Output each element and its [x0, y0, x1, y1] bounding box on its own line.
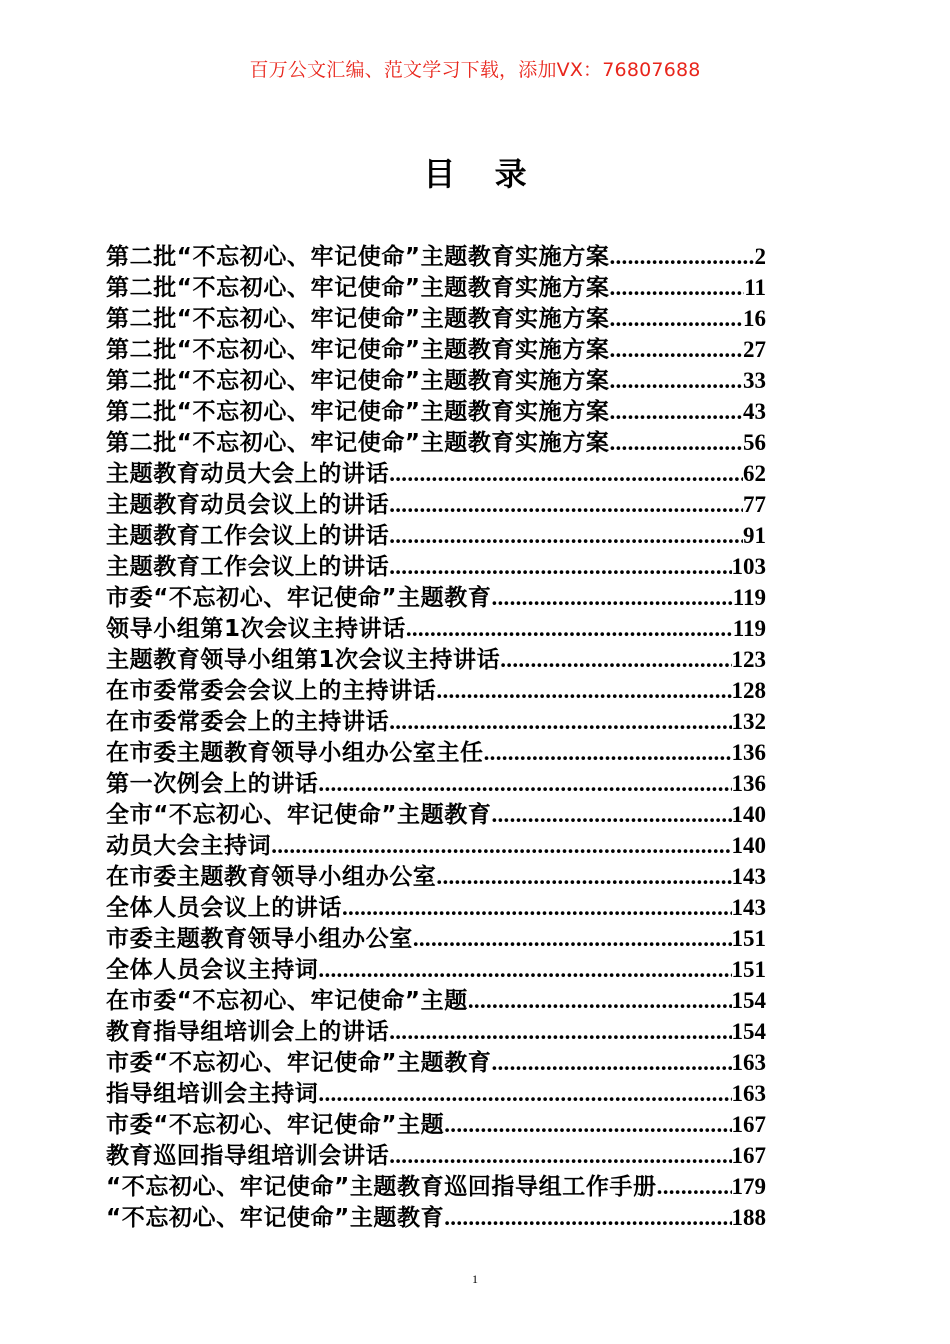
toc-entry-title: 领导小组第1次会议主持讲话 — [106, 616, 406, 642]
toc-dot-leader — [500, 644, 731, 675]
toc-dot-leader — [271, 830, 731, 861]
toc-entry[interactable] — [106, 1109, 766, 1140]
toc-entry[interactable] — [106, 1047, 766, 1078]
toc-entry-page: 43 — [743, 399, 766, 424]
toc-dot-leader — [389, 706, 731, 737]
toc-entry[interactable] — [106, 241, 766, 272]
toc-entry[interactable] — [106, 799, 766, 830]
toc-dot-leader — [491, 582, 732, 613]
toc-entry-title: 全市“不忘初心、牢记使命”主题教育 — [106, 802, 492, 828]
toc-dot-leader — [389, 551, 731, 582]
page-number: 1 — [472, 1272, 478, 1286]
toc-dot-leader — [436, 675, 731, 706]
toc-dot-leader — [436, 861, 731, 892]
toc-dot-leader — [484, 737, 732, 768]
toc-entry[interactable] — [106, 1016, 766, 1047]
toc-dot-leader — [609, 427, 743, 458]
toc-entry-title: 在市委常委会上的主持讲话 — [106, 709, 390, 735]
toc-entry-page: 163 — [731, 1081, 766, 1106]
toc-entry[interactable] — [106, 365, 766, 396]
toc-entry-title: 在市委主题教育领导小组办公室主任 — [106, 740, 484, 766]
toc-entry-title: 动员大会主持词 — [106, 833, 272, 859]
toc-entry-page: 33 — [743, 368, 766, 393]
toc-entry-title: 主题教育动员会议上的讲话 — [106, 492, 390, 518]
toc-entry-page: 27 — [743, 337, 766, 362]
toc-dot-leader — [609, 365, 743, 396]
toc-entry[interactable] — [106, 396, 766, 427]
toc-dot-leader — [389, 520, 743, 551]
toc-entry-title: 主题教育动员大会上的讲话 — [106, 461, 390, 487]
toc-dot-leader — [657, 1171, 732, 1202]
toc-dot-leader — [609, 272, 744, 303]
toc-entry-title: 指导组培训会主持词 — [106, 1081, 319, 1107]
toc-dot-leader — [609, 334, 743, 365]
toc-entry[interactable] — [106, 1202, 766, 1233]
toc-entry-page: 163 — [731, 1050, 766, 1075]
toc-entry[interactable] — [106, 613, 766, 644]
toc-entry[interactable] — [106, 427, 766, 458]
toc-dot-leader — [318, 1078, 731, 1109]
toc-entry-page: 167 — [731, 1143, 766, 1168]
toc-entry-page: 56 — [743, 430, 766, 455]
toc-entry[interactable] — [106, 458, 766, 489]
toc-entry-title: 第二批“不忘初心、牢记使命”主题教育实施方案 — [106, 368, 610, 394]
toc-entry[interactable] — [106, 582, 766, 613]
toc-entry-title: 在市委主题教育领导小组办公室 — [106, 864, 437, 890]
toc-entry-page: 77 — [743, 492, 766, 517]
toc-dot-leader — [389, 1016, 731, 1047]
toc-entry-page: 103 — [731, 554, 766, 579]
toc-entry-page: 91 — [743, 523, 766, 548]
toc-entry[interactable] — [106, 737, 766, 768]
toc-entry-title: 全体人员会议主持词 — [106, 957, 319, 983]
toc-entry-title: 第二批“不忘初心、牢记使命”主题教育实施方案 — [106, 244, 610, 270]
toc-entry[interactable] — [106, 334, 766, 365]
toc-dot-leader — [444, 1109, 731, 1140]
toc-entry[interactable] — [106, 675, 766, 706]
toc-entry-page: 140 — [731, 833, 766, 858]
toc-entry-title: 市委“不忘初心、牢记使命”主题教育 — [106, 1050, 492, 1076]
toc-dot-leader — [444, 1202, 731, 1233]
toc-entry-title: 主题教育工作会议上的讲话 — [106, 554, 390, 580]
toc-entry-title: 教育指导组培训会上的讲话 — [106, 1019, 390, 1045]
toc-entry-title: 第二批“不忘初心、牢记使命”主题教育实施方案 — [106, 337, 610, 363]
toc-entry-title: 主题教育工作会议上的讲话 — [106, 523, 390, 549]
toc-entry[interactable] — [106, 1078, 766, 1109]
toc-entry-title: 在市委常委会会议上的主持讲话 — [106, 678, 437, 704]
toc-entry-page: 151 — [731, 957, 766, 982]
toc-entry-page: 16 — [743, 306, 766, 331]
toc-entry-title: 教育巡回指导组培训会讲话 — [106, 1143, 390, 1169]
toc-entry-page: 136 — [731, 771, 766, 796]
toc-entry-page: 179 — [731, 1174, 766, 1199]
toc-entry-title: 市委“不忘初心、牢记使命”主题教育 — [106, 585, 492, 611]
toc-dot-leader — [318, 954, 731, 985]
toc-entry-page: 132 — [731, 709, 766, 734]
toc-dot-leader — [389, 1140, 731, 1171]
toc-entry-page: 136 — [731, 740, 766, 765]
toc-entry[interactable] — [106, 923, 766, 954]
toc-entry-page: 119 — [732, 585, 766, 610]
toc-entry[interactable] — [106, 768, 766, 799]
toc-entry[interactable] — [106, 985, 766, 1016]
toc-title: 目 录 — [423, 155, 541, 193]
toc-entry-page: 143 — [731, 864, 766, 889]
header-note: 百万公文汇编、范文学习下载，添加VX：76807688 — [249, 59, 701, 81]
toc-entry-page: 11 — [744, 275, 766, 300]
toc-dot-leader — [406, 613, 733, 644]
toc-entry-title: 在市委“不忘初心、牢记使命”主题 — [106, 988, 468, 1014]
toc-dot-leader — [413, 923, 732, 954]
toc-entry[interactable] — [106, 303, 766, 334]
toc-entry-page: 154 — [731, 1019, 766, 1044]
toc-dot-leader — [389, 458, 743, 489]
toc-entry-page: 62 — [743, 461, 766, 486]
toc-entry[interactable] — [106, 272, 766, 303]
toc-entry-title: 第二批“不忘初心、牢记使命”主题教育实施方案 — [106, 306, 610, 332]
toc-entry[interactable] — [106, 861, 766, 892]
toc-entry-page: 123 — [731, 647, 766, 672]
toc-entry[interactable] — [106, 954, 766, 985]
toc-entry[interactable] — [106, 520, 766, 551]
toc-entry-title: “不忘初心、牢记使命”主题教育 — [106, 1205, 445, 1231]
toc-entry-title: 市委主题教育领导小组办公室 — [106, 926, 413, 952]
toc-entry[interactable] — [106, 830, 766, 861]
toc-dot-leader — [609, 241, 754, 272]
toc-entry-page: 2 — [754, 244, 766, 269]
toc-entry-page: 128 — [731, 678, 766, 703]
toc-entry-title: “不忘初心、牢记使命”主题教育巡回指导组工作手册 — [106, 1174, 657, 1200]
toc-entry-page: 188 — [731, 1205, 766, 1230]
toc-dot-leader — [491, 799, 731, 830]
toc-dot-leader — [609, 396, 743, 427]
toc-entry[interactable] — [106, 1171, 766, 1202]
toc-entry[interactable] — [106, 489, 766, 520]
toc-dot-leader — [609, 303, 743, 334]
toc-entry[interactable] — [106, 551, 766, 582]
toc-entry-title: 全体人员会议上的讲话 — [106, 895, 342, 921]
toc-entry-page: 140 — [731, 802, 766, 827]
toc-entry-page: 119 — [732, 616, 766, 641]
toc-dot-leader — [491, 1047, 731, 1078]
toc-entry-title: 第二批“不忘初心、牢记使命”主题教育实施方案 — [106, 430, 610, 456]
toc-dot-leader — [342, 892, 732, 923]
toc-entry-page: 151 — [731, 926, 766, 951]
toc-entry-title: 第二批“不忘初心、牢记使命”主题教育实施方案 — [106, 275, 610, 301]
toc-entry-title: 第一次例会上的讲话 — [106, 771, 319, 797]
toc-entry-page: 143 — [731, 895, 766, 920]
toc-dot-leader — [389, 489, 743, 520]
toc-entry-page: 154 — [731, 988, 766, 1013]
toc-dot-leader — [468, 985, 732, 1016]
toc-entry-title: 第二批“不忘初心、牢记使命”主题教育实施方案 — [106, 399, 610, 425]
toc-entry[interactable] — [106, 644, 766, 675]
toc-entry-title: 主题教育领导小组第1次会议主持讲话 — [106, 647, 501, 673]
toc-entry[interactable] — [106, 706, 766, 737]
toc-dot-leader — [318, 768, 731, 799]
toc-entry[interactable] — [106, 1140, 766, 1171]
toc-entry[interactable] — [106, 892, 766, 923]
toc-entry-page: 167 — [731, 1112, 766, 1137]
toc-entry-title: 市委“不忘初心、牢记使命”主题 — [106, 1112, 445, 1138]
table-of-contents — [106, 241, 766, 1233]
